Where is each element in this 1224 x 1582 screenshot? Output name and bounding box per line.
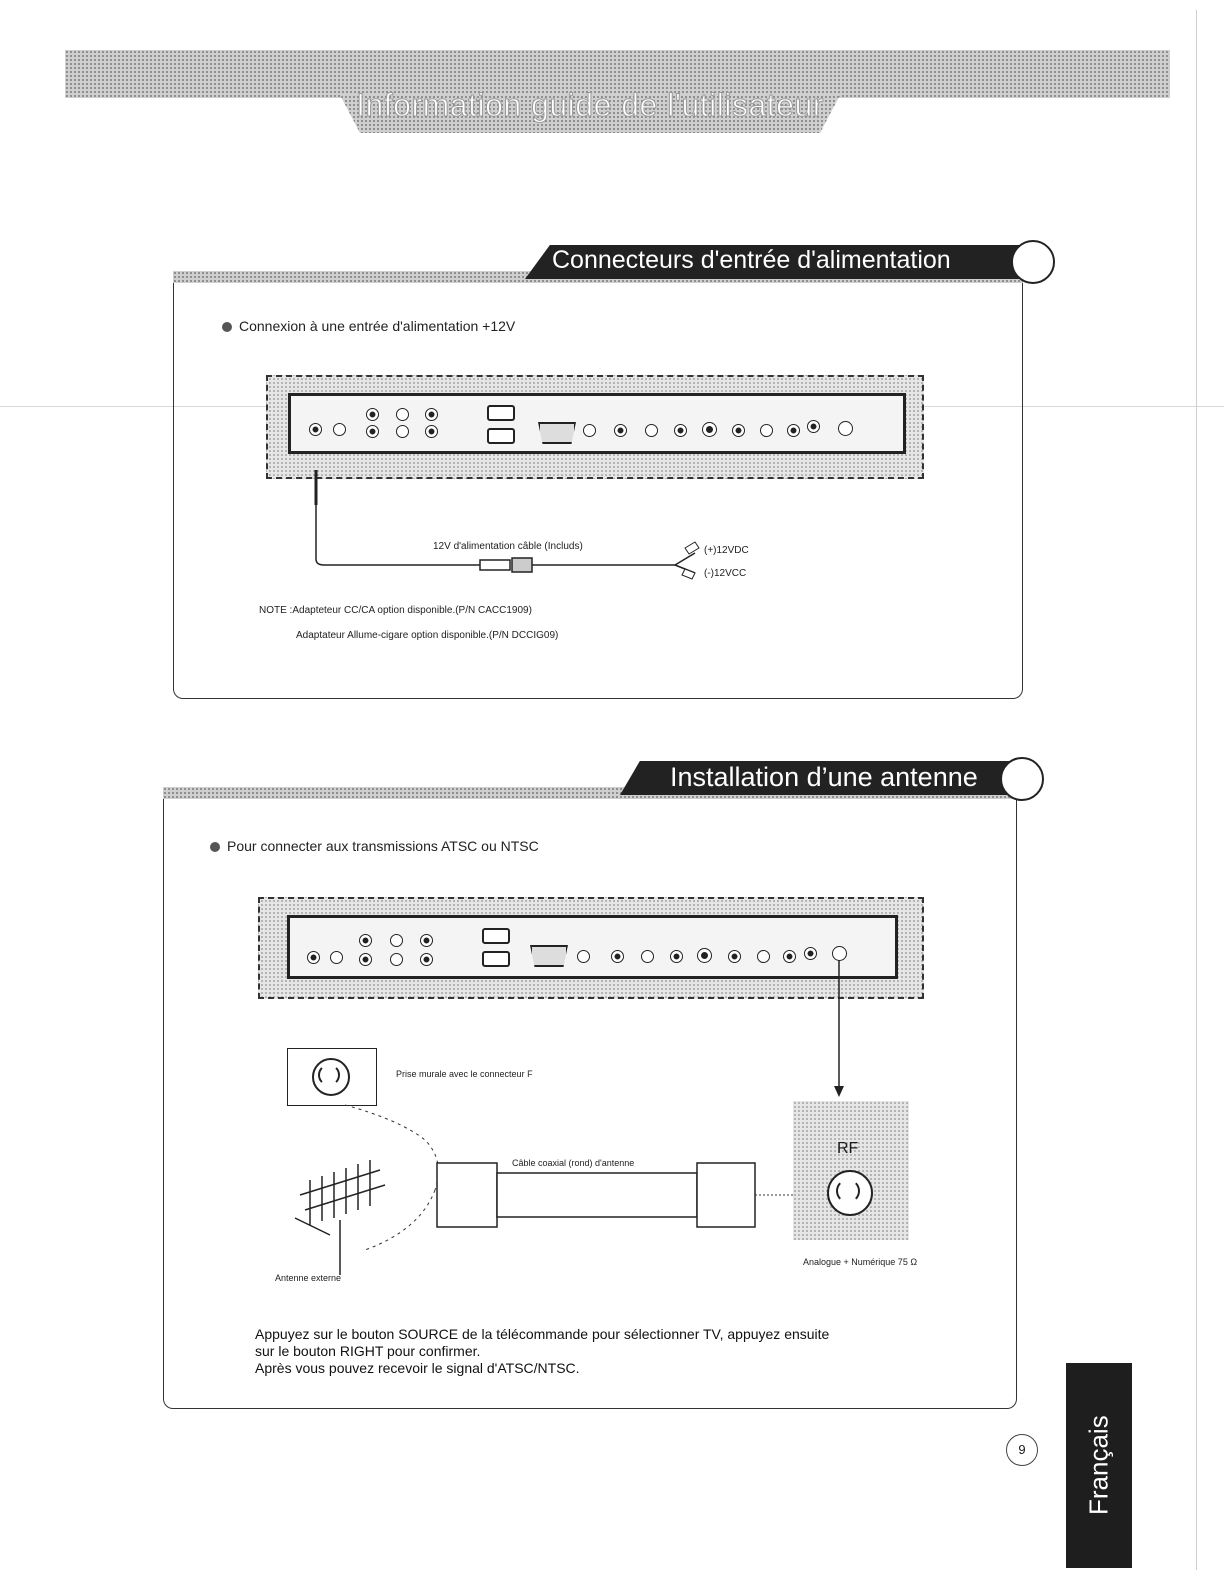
instruction-line-2: sur le bouton RIGHT pour confirmer. <box>255 1343 481 1359</box>
language-label: Français <box>1083 1415 1114 1516</box>
page-title: Information guide de l'utilisateur <box>356 87 824 123</box>
instruction-line-3: Après vous pouvez recevoir le signal d'ATSC/NTSC. <box>255 1360 580 1376</box>
av-out-l-jack-icon <box>396 408 409 421</box>
ypbpr-pr-jack-icon <box>670 950 683 963</box>
rf-arrow <box>830 960 850 1100</box>
hdmi-port-icon <box>482 951 510 967</box>
headphone-jack-icon <box>807 420 820 433</box>
minus-12vcc-label: (-)12VCC <box>704 568 747 579</box>
binding-line <box>1196 10 1197 1570</box>
ypbpr-y-jack-icon <box>614 424 627 437</box>
av-out-r-jack-icon <box>425 408 438 421</box>
rf-label: RF <box>837 1140 859 1157</box>
pc-audio-jack-icon <box>577 950 590 963</box>
av-in-v-jack-icon <box>366 425 379 438</box>
plus-12vdc-label: (+)12VDC <box>704 545 749 556</box>
audio-l-jack-icon <box>760 424 773 437</box>
power-cable-label: 12V d'alimentation câble (Includs) <box>433 541 583 552</box>
bullet-icon <box>210 842 220 852</box>
antenna-label: Antenne externe <box>275 1273 342 1283</box>
section-antenna-circle-icon <box>1000 757 1044 801</box>
ypbpr-y-jack-icon <box>611 950 624 963</box>
audio-l-jack-icon <box>757 950 770 963</box>
ir-out-jack-icon <box>330 951 343 964</box>
page-number: 9 <box>1006 1434 1038 1466</box>
audio-r-jack-icon <box>783 950 796 963</box>
coax-cable-diagram <box>270 1100 810 1280</box>
ypbpr-pr-jack-icon <box>674 424 687 437</box>
headphone-jack-icon <box>804 947 817 960</box>
av-in-l-jack-icon <box>390 953 403 966</box>
pc-audio-jack-icon <box>583 424 596 437</box>
section-antenna-bullet <box>210 838 539 854</box>
rf-connector-inner-icon <box>836 1179 860 1203</box>
f-connector-inner-icon <box>318 1064 340 1086</box>
audio-r-jack-icon <box>787 424 800 437</box>
av-out-l-jack-icon <box>390 934 403 947</box>
video-jack-icon <box>728 950 741 963</box>
rf-caption: Analogue + Numérique 75 Ω <box>803 1257 918 1267</box>
hdmi-port-icon <box>487 428 515 444</box>
av-in-v-jack-icon <box>359 953 372 966</box>
ir-out-jack-icon <box>333 423 346 436</box>
power-cable-diagram <box>300 465 780 585</box>
vga-port-icon <box>530 945 568 967</box>
av-out-r-jack-icon <box>420 934 433 947</box>
video-jack-icon <box>732 424 745 437</box>
instructions <box>255 1326 829 1377</box>
coax-cable-label: Câble coaxial (rond) d'antenne <box>512 1158 635 1168</box>
av-in-r-jack-icon <box>420 953 433 966</box>
section-antenna-title: Installation d’une antenne <box>670 762 978 792</box>
wall-plate-label: Prise murale avec le connecteur F <box>396 1069 533 1079</box>
vga-port-icon <box>538 422 576 444</box>
rf-in-jack-icon <box>838 421 853 436</box>
note-line-1: NOTE :Adapteteur CC/CA option disponible.(P/N CACC1909) <box>259 605 532 616</box>
section-power-title: Connecteurs d'entrée d'alimentation <box>552 246 951 274</box>
section-antenna-bullet-text: Pour connecter aux transmissions ATSC ou NTSC <box>227 838 539 854</box>
dc-in-jack-icon <box>307 951 320 964</box>
ypbpr-pb-jack-icon <box>645 424 658 437</box>
rf-in-jack-icon <box>832 946 847 961</box>
dc-in-jack-icon <box>309 423 322 436</box>
instruction-line-1: Appuyez sur le bouton SOURCE de la télécommande pour sélectionner TV, appuyez ensuite <box>255 1326 830 1342</box>
section-power-circle-icon <box>1011 240 1055 284</box>
usb-port-icon <box>487 405 515 421</box>
section-power-bullet <box>222 318 515 334</box>
note-line-2: Adaptateur Allume-cigare option disponible.(P/N DCCIG09) <box>296 630 559 641</box>
av-in-l-jack-icon <box>396 425 409 438</box>
av-in-r-jack-icon <box>425 425 438 438</box>
av-out-v-jack-icon <box>359 934 372 947</box>
usb-port-icon <box>482 928 510 944</box>
ypbpr-pb-jack-icon <box>641 950 654 963</box>
svideo-jack-icon <box>697 948 712 963</box>
bullet-icon <box>222 322 232 332</box>
section-power-bullet-text: Connexion à une entrée d'alimentation +12V <box>239 318 516 334</box>
svideo-jack-icon <box>702 422 717 437</box>
av-out-v-jack-icon <box>366 408 379 421</box>
